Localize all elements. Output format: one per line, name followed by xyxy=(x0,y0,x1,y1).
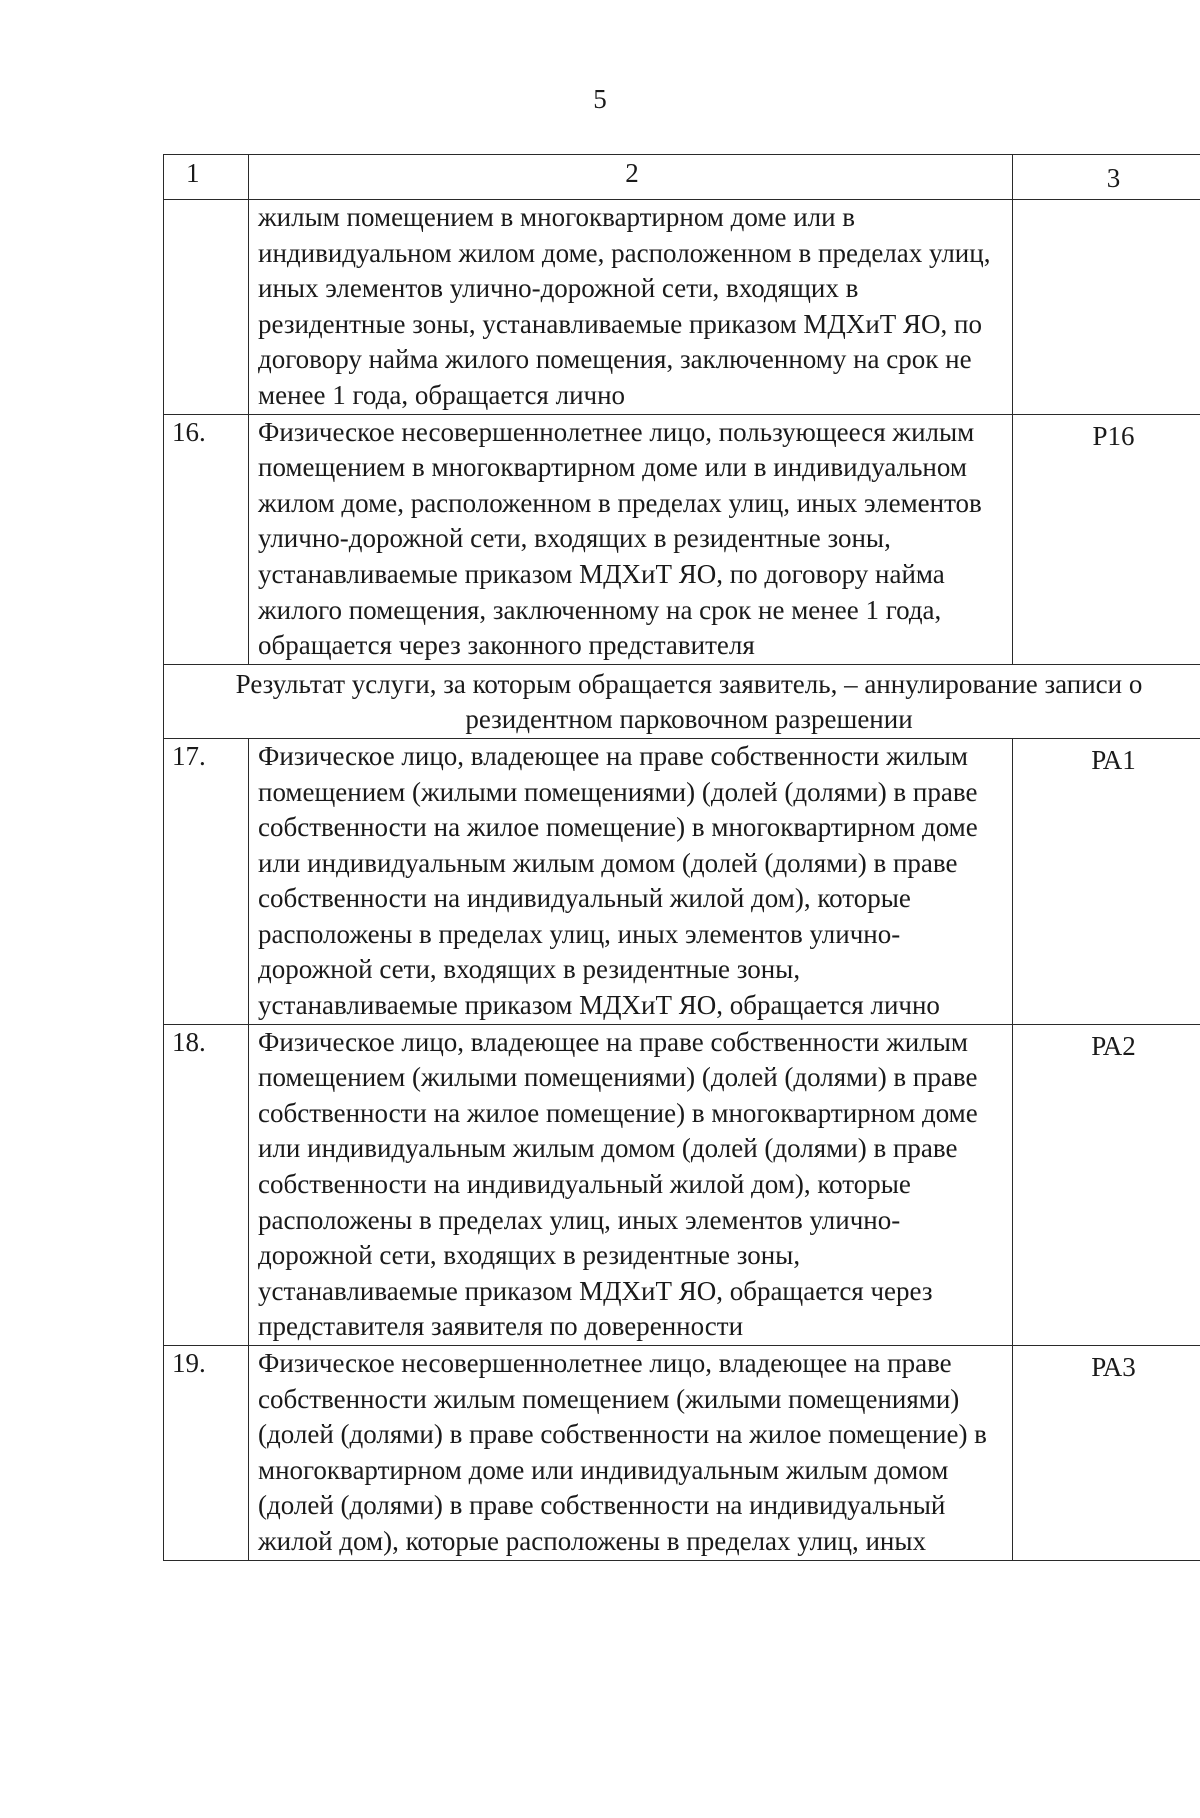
row-code xyxy=(1013,200,1200,415)
applicant-table xyxy=(163,154,1200,1561)
table-row xyxy=(164,738,1200,1024)
row-code-text: РА3 xyxy=(1091,1352,1136,1382)
row-number: 16. xyxy=(164,414,249,664)
page-number: 5 xyxy=(593,84,607,114)
section-header: Результат услуги, за которым обращается заявитель, – аннулирование записи о резидентном парковочном разрешении xyxy=(164,664,1200,738)
row-text: Физическое несовершеннолетнее лицо, пользующееся жилым помещением в многоквартирном доме или в индивидуальном жилом доме, расположенном в пределах улиц, иных элементов улично-дорожной сети, входящих в резидентные зоны, устанавливаемые приказом МДХиТ ЯО, по договору найма жилого помещения, заключенному на срок не менее 1 года, обращается через законного представителя xyxy=(258,416,982,661)
row-code xyxy=(1013,1346,1200,1561)
section-header-row xyxy=(164,664,1200,738)
row-text: Физическое лицо, владеющее на праве собственности жилым помещением (жилыми помещениями) (долей (долями) в праве собственности на жилое помещение) в многоквартирном доме или индивидуальным жилым домом (долей (долями) в праве собственности на индивидуальный жилой дом), которые расположены в пределах улиц, иных элементов улично-дорожной сети, входящих в резидентные зоны, устанавливаемые приказом МДХиТ ЯО, обращается через представителя заявителя по доверенности xyxy=(258,1026,978,1342)
header-col-2: 2 xyxy=(249,155,1013,200)
row-code xyxy=(1013,738,1200,1024)
row-number: 17. xyxy=(164,738,249,1024)
table-row xyxy=(164,200,1200,415)
row-number: 19. xyxy=(164,1346,249,1561)
row-description xyxy=(249,200,1013,415)
table-row xyxy=(164,1024,1200,1345)
row-number: 18. xyxy=(164,1024,249,1345)
header-col-1: 1 xyxy=(164,155,249,200)
row-description xyxy=(249,414,1013,664)
row-description xyxy=(249,1346,1013,1561)
row-description xyxy=(249,738,1013,1024)
table-row xyxy=(164,414,1200,664)
row-number xyxy=(164,200,249,415)
row-code xyxy=(1013,1024,1200,1345)
row-code-text: РА1 xyxy=(1091,744,1136,775)
header-col-3: 3 xyxy=(1013,155,1200,200)
table-header-row xyxy=(164,155,1200,200)
row-description xyxy=(249,1024,1013,1345)
row-code xyxy=(1013,414,1200,664)
row-text: Физическое лицо, владеющее на праве собственности жилым помещением (жилыми помещениями) (долей (долями) в праве собственности на жилое помещение) в многоквартирном доме или индивидуальным жилым домом (долей (долями) в праве собственности на индивидуальный жилой дом), которые расположены в пределах улиц, иных элементов улично-дорожной сети, входящих в резидентные зоны, устанавливаемые приказом МДХиТ ЯО, обращается лично xyxy=(258,740,978,1021)
row-text: Физическое несовершеннолетнее лицо, владеющее на праве собственности жилым помещением (жилыми помещениями) (долей (долями) в праве собственности на жилое помещение) в многоквартирном доме или индивидуальным жилым домом (долей (долями) в праве собственности на индивидуальный жилой дом), которые расположены в пределах улиц, иных xyxy=(258,1348,987,1556)
row-code-text xyxy=(1013,200,1200,204)
table-row xyxy=(164,1346,1200,1561)
row-code-text: Р16 xyxy=(1092,420,1135,451)
row-code-text: РА2 xyxy=(1091,1030,1136,1061)
row-text: жилым помещением в многоквартирном доме или в индивидуальном жилом доме, расположенном в пределах улиц, иных элементов улично-дорожной сети, входящих в резидентные зоны, устанавливаемые приказом МДХиТ ЯО, по договору найма жилого помещения, заключенному на срок не менее 1 года, обращается лично xyxy=(258,202,991,410)
